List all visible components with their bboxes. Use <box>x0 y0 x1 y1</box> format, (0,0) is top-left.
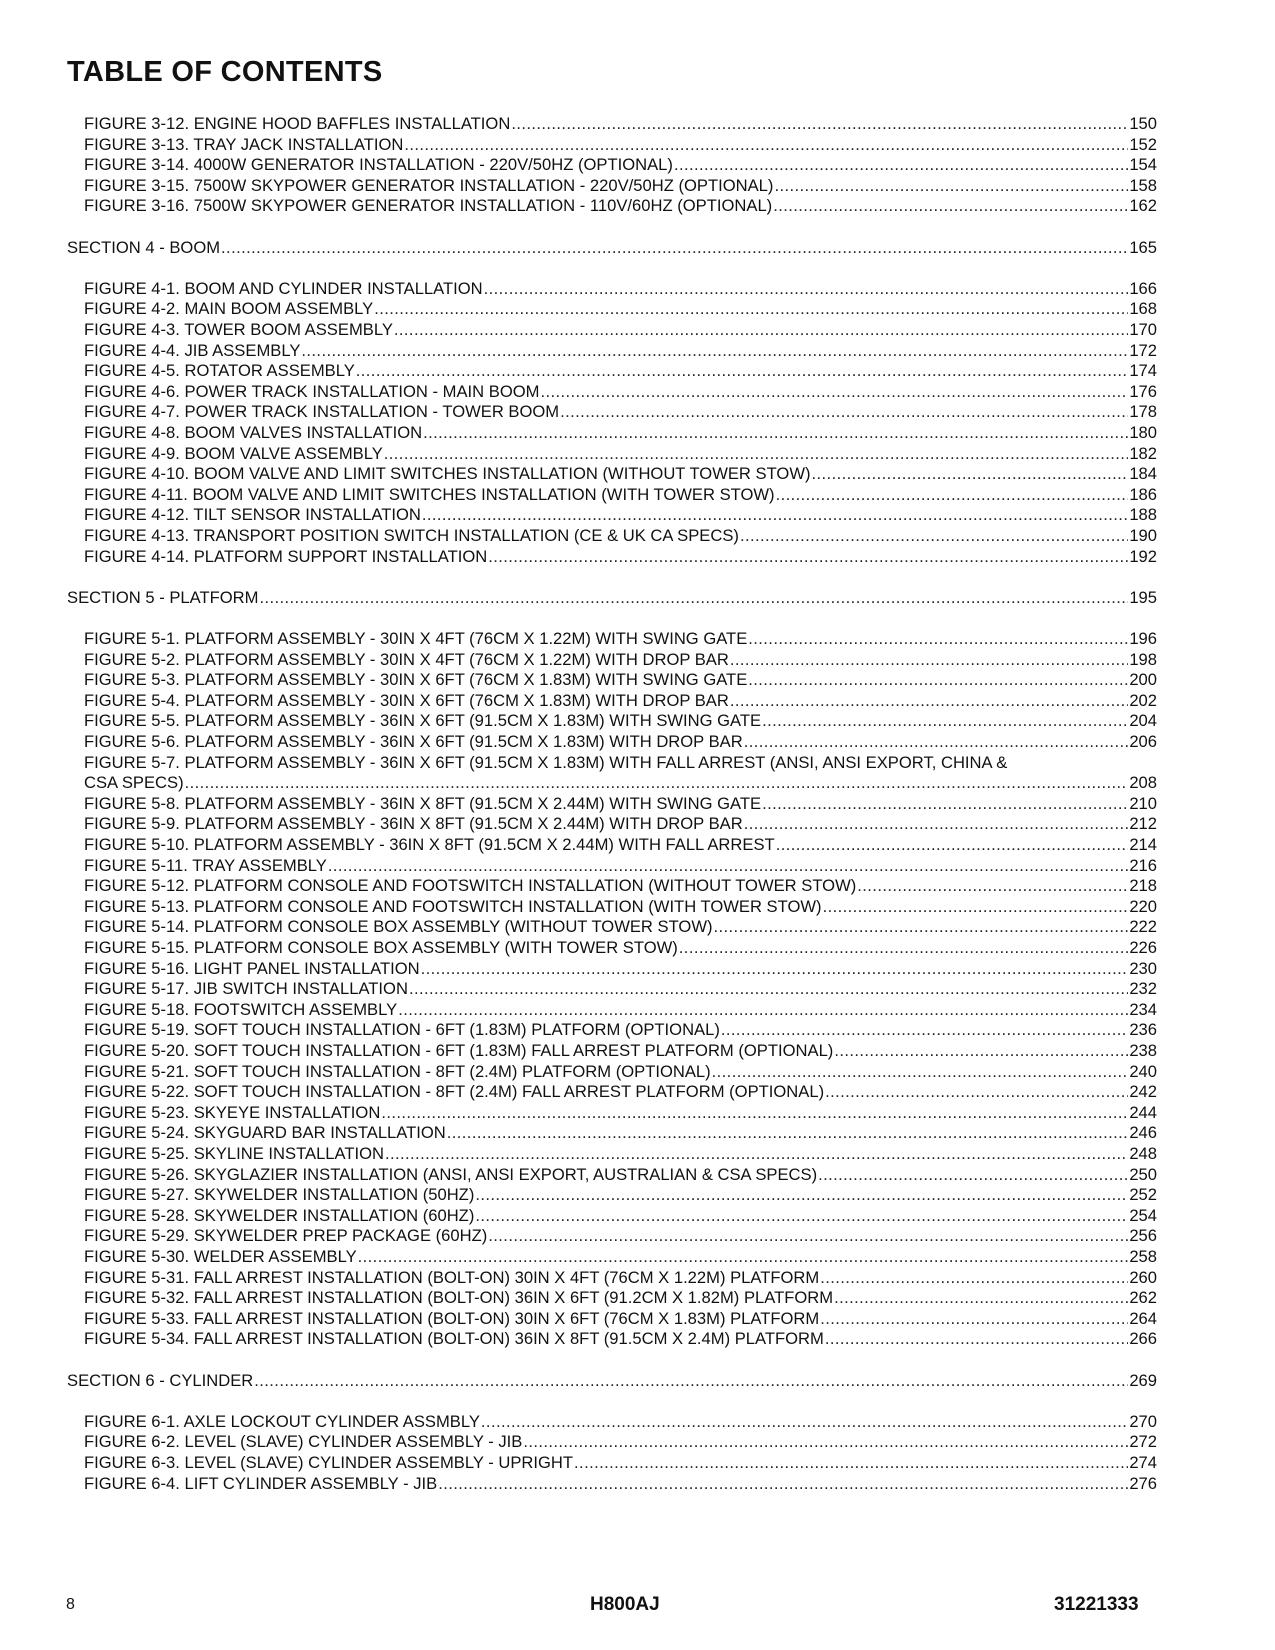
toc-entry-label: FIGURE 5-24. SKYGUARD BAR INSTALLATION <box>84 1123 446 1143</box>
toc-entry-label: FIGURE 5-20. SOFT TOUCH INSTALLATION - 6FT (1.83M) FALL ARREST PLATFORM (OPTIONAL) <box>84 1041 834 1060</box>
toc-page-number: 154 <box>1129 155 1157 175</box>
toc-dot-leader <box>301 341 1128 361</box>
footer-page-number: 8 <box>66 1596 75 1613</box>
toc-figure-entry[interactable] <box>84 814 1157 834</box>
toc-page-number: 208 <box>1129 773 1157 793</box>
toc-figure-entry[interactable] <box>84 979 1157 999</box>
toc-figure-entry[interactable] <box>84 1226 1157 1246</box>
toc-entry-label: FIGURE 5-28. SKYWELDER INSTALLATION (60HZ) <box>84 1205 475 1225</box>
toc-entry-label: FIGURE 3-13. TRAY JACK INSTALLATION <box>84 134 404 154</box>
toc-page-number: 204 <box>1129 711 1157 731</box>
toc-dot-leader <box>422 505 1128 525</box>
toc-figure-entry[interactable] <box>84 917 1157 937</box>
toc-figure-entry[interactable] <box>84 279 1157 299</box>
toc-page-number: 180 <box>1129 423 1157 442</box>
toc-entry-label: FIGURE 5-27. SKYWELDER INSTALLATION (50HZ) <box>84 1185 475 1205</box>
toc-page-number: 238 <box>1129 1041 1157 1060</box>
toc-entry-label: FIGURE 5-33. FALL ARREST INSTALLATION (BOLT-ON) 30IN X 6FT (76CM X 1.83M) PLATFORM <box>84 1308 820 1328</box>
toc-figure-entry[interactable] <box>84 402 1157 422</box>
toc-dot-leader <box>511 114 1128 134</box>
toc-page-number: 195 <box>1129 587 1157 607</box>
toc-figure-entry[interactable] <box>84 650 1157 670</box>
toc-entry-label: FIGURE 4-3. TOWER BOOM ASSEMBLY <box>84 320 393 339</box>
toc-dot-leader <box>447 1123 1129 1143</box>
toc-entry-label: FIGURE 5-29. SKYWELDER PREP PACKAGE (60HZ) <box>84 1226 488 1246</box>
toc-dot-leader <box>185 773 1129 793</box>
toc-page-number: 188 <box>1129 505 1157 525</box>
toc-entry-label: FIGURE 5-12. PLATFORM CONSOLE AND FOOTSWITCH INSTALLATION (WITHOUT TOWER STOW) <box>84 876 857 896</box>
toc-dot-leader <box>394 320 1128 340</box>
toc-page-number: 182 <box>1129 443 1157 463</box>
toc-dot-leader <box>398 1000 1128 1020</box>
toc-dot-leader <box>356 361 1129 381</box>
toc-figure-entry[interactable] <box>84 938 1157 958</box>
toc-entry-label: FIGURE 5-30. WELDER ASSEMBLY <box>84 1247 357 1266</box>
toc-entry-label: SECTION 4 - BOOM <box>67 237 221 257</box>
toc-page-number: 242 <box>1129 1082 1157 1102</box>
toc-figure-entry[interactable] <box>84 155 1157 175</box>
toc-entry-label: FIGURE 4-9. BOOM VALVE ASSEMBLY <box>84 443 383 463</box>
toc-dot-leader <box>674 155 1128 175</box>
footer-model: H800AJ <box>590 1594 660 1615</box>
toc-figure-entry[interactable] <box>84 897 1157 917</box>
toc-entry-label: FIGURE 3-16. 7500W SKYPOWER GENERATOR INSTALLATION - 110V/60HZ (OPTIONAL) <box>84 196 773 216</box>
toc-entry-label: FIGURE 5-7. PLATFORM ASSEMBLY - 36IN X 6FT (91.5CM X 1.83M) WITH FALL ARREST (ANSI, ANSI EXPORT, CHINA & <box>84 752 1008 772</box>
toc-figure-entry[interactable] <box>84 320 1157 340</box>
toc-entry-label: FIGURE 4-10. BOOM VALVE AND LIMIT SWITCHES INSTALLATION (WITHOUT TOWER STOW) <box>84 464 811 484</box>
toc-entry-label: FIGURE 5-16. LIGHT PANEL INSTALLATION <box>84 958 420 978</box>
toc-figure-entry[interactable] <box>84 1165 1157 1185</box>
toc-entry-label: FIGURE 5-2. PLATFORM ASSEMBLY - 30IN X 4FT (76CM X 1.22M) WITH DROP BAR <box>84 649 729 669</box>
toc-entry-label: FIGURE 4-14. PLATFORM SUPPORT INSTALLATION <box>84 546 488 566</box>
toc-dot-leader <box>748 629 1128 649</box>
toc-page-number: 168 <box>1129 299 1157 319</box>
toc-dot-leader <box>834 1041 1128 1061</box>
toc-figure-entry[interactable] <box>84 1041 1157 1061</box>
toc-entry-label: FIGURE 5-4. PLATFORM ASSEMBLY - 30IN X 6FT (76CM X 1.83M) WITH DROP BAR <box>84 690 729 710</box>
toc-figure-entry[interactable] <box>84 835 1157 855</box>
toc-entry-label: FIGURE 5-11. TRAY ASSEMBLY <box>84 855 327 875</box>
toc-dot-leader <box>773 196 1128 216</box>
toc-dot-leader <box>328 856 1128 876</box>
toc-figure-entry[interactable] <box>84 176 1157 196</box>
toc-figure-entry[interactable] <box>84 629 1157 649</box>
toc-figure-entry[interactable] <box>84 1247 1157 1267</box>
toc-page-number: 158 <box>1129 175 1157 195</box>
toc-figure-entry[interactable] <box>84 485 1157 505</box>
toc-page-number: 240 <box>1129 1061 1157 1081</box>
toc-page-number: 216 <box>1129 855 1157 875</box>
toc-page-number: 230 <box>1129 958 1157 978</box>
toc-page-number: 200 <box>1129 670 1157 690</box>
toc-figure-entry[interactable] <box>84 361 1157 381</box>
toc-figure-entry[interactable] <box>84 1062 1157 1082</box>
toc-dot-leader <box>730 691 1128 711</box>
toc-dot-leader <box>404 135 1128 155</box>
toc-dot-leader <box>820 1309 1128 1329</box>
toc-page-number: 150 <box>1129 114 1157 133</box>
toc-section-entry[interactable] <box>67 1371 1157 1391</box>
toc-entry-label: FIGURE 5-32. FALL ARREST INSTALLATION (BOLT-ON) 36IN X 6FT (91.2CM X 1.82M) PLATFORM <box>84 1288 834 1308</box>
toc-figure-entry[interactable] <box>84 1206 1157 1226</box>
toc-entry-label: FIGURE 4-6. POWER TRACK INSTALLATION - MAIN BOOM <box>84 381 540 401</box>
toc-dot-leader <box>774 176 1128 196</box>
toc-page-number: 190 <box>1129 526 1157 545</box>
toc-figure-entry[interactable] <box>84 773 1157 793</box>
toc-dot-leader <box>744 814 1129 834</box>
toc-dot-leader <box>484 279 1129 299</box>
toc-figure-entry[interactable] <box>84 1123 1157 1143</box>
toc-entry-label: FIGURE 4-4. JIB ASSEMBLY <box>84 340 301 360</box>
toc-page-number: 266 <box>1129 1329 1157 1349</box>
toc-page-number: 162 <box>1129 196 1157 216</box>
toc-page-number: 226 <box>1129 938 1157 957</box>
toc-dot-leader <box>812 464 1129 484</box>
toc-dot-leader <box>475 1206 1128 1226</box>
toc-entry-label: FIGURE 4-13. TRANSPORT POSITION SWITCH INSTALLATION (CE & UK CA SPECS) <box>84 526 739 545</box>
toc-entry-label: FIGURE 5-5. PLATFORM ASSEMBLY - 36IN X 6FT (91.5CM X 1.83M) WITH SWING GATE <box>84 711 762 731</box>
toc-entry-label: FIGURE 5-15. PLATFORM CONSOLE BOX ASSEMBLY (WITH TOWER STOW) <box>84 938 678 957</box>
toc-dot-leader <box>423 423 1128 443</box>
toc-figure-entry[interactable] <box>84 1268 1157 1288</box>
toc-page-number: 234 <box>1129 999 1157 1019</box>
toc-dot-leader <box>721 1020 1128 1040</box>
toc-dot-leader <box>381 1103 1128 1123</box>
toc-figure-entry[interactable] <box>84 1082 1157 1102</box>
toc-dot-leader <box>714 917 1129 937</box>
toc-entry-label: FIGURE 4-7. POWER TRACK INSTALLATION - TOWER BOOM <box>84 402 560 422</box>
toc-entry-label: FIGURE 5-18. FOOTSWITCH ASSEMBLY <box>84 999 398 1019</box>
toc-page-number: 262 <box>1129 1288 1157 1308</box>
toc-entry-label: FIGURE 4-12. TILT SENSOR INSTALLATION <box>84 505 421 525</box>
toc-entry-label: SECTION 5 - PLATFORM <box>67 587 259 607</box>
toc-page-number: 170 <box>1129 320 1157 339</box>
toc-page-number: 174 <box>1129 361 1157 381</box>
toc-dot-leader <box>712 1062 1129 1082</box>
toc-figure-entry[interactable] <box>84 732 1157 752</box>
toc-entry-label: FIGURE 5-14. PLATFORM CONSOLE BOX ASSEMBLY (WITHOUT TOWER STOW) <box>84 917 713 937</box>
toc-figure-entry[interactable] <box>84 382 1157 402</box>
toc-dot-leader <box>488 1226 1128 1246</box>
toc-dot-leader <box>825 1329 1128 1349</box>
toc-page-number: 214 <box>1129 835 1157 854</box>
toc-dot-leader <box>762 794 1128 814</box>
toc-entry-label: FIGURE 6-1. AXLE LOCKOUT CYLINDER ASSMBLY <box>84 1411 480 1431</box>
toc-dot-leader <box>438 1474 1128 1494</box>
toc-dot-leader <box>254 1371 1128 1391</box>
toc-dot-leader <box>744 732 1129 752</box>
toc-dot-leader <box>560 402 1128 422</box>
toc-page-number: 184 <box>1129 464 1157 484</box>
toc-page-number: 264 <box>1129 1308 1157 1328</box>
toc-dot-leader <box>762 711 1128 731</box>
toc-entry-label: FIGURE 4-11. BOOM VALVE AND LIMIT SWITCHES INSTALLATION (WITH TOWER STOW) <box>84 484 775 504</box>
toc-figure-entry[interactable] <box>84 711 1157 731</box>
toc-page-number: 274 <box>1129 1453 1157 1472</box>
toc-page-number: 202 <box>1129 690 1157 710</box>
toc-figure-entry[interactable] <box>84 1185 1157 1205</box>
toc-figure-entry[interactable] <box>84 1288 1157 1308</box>
toc-dot-leader <box>374 299 1128 319</box>
toc-figure-entry[interactable] <box>84 547 1157 567</box>
toc-page-number: 152 <box>1129 134 1157 154</box>
toc-figure-entry[interactable] <box>84 856 1157 876</box>
toc-page-number: 166 <box>1129 278 1157 298</box>
toc-page-number: 186 <box>1129 484 1157 504</box>
toc-figure-entry[interactable] <box>84 1453 1157 1473</box>
toc-dot-leader <box>740 526 1128 546</box>
toc-entry-label: FIGURE 5-34. FALL ARREST INSTALLATION (BOLT-ON) 36IN X 8FT (91.5CM X 2.4M) PLATFORM <box>84 1329 824 1349</box>
toc-entry-label: FIGURE 5-17. JIB SWITCH INSTALLATION <box>84 979 408 999</box>
toc-entry-label: FIGURE 5-3. PLATFORM ASSEMBLY - 30IN X 6FT (76CM X 1.83M) WITH SWING GATE <box>84 670 748 690</box>
toc-page-number: 248 <box>1129 1144 1157 1163</box>
toc-entry-label: FIGURE 3-15. 7500W SKYPOWER GENERATOR INSTALLATION - 220V/50HZ (OPTIONAL) <box>84 175 774 195</box>
toc-page-number: 165 <box>1129 237 1157 257</box>
toc-entry-label: FIGURE 5-26. SKYGLAZIER INSTALLATION (ANSI, ANSI EXPORT, AUSTRALIAN & CSA SPECS) <box>84 1164 818 1184</box>
toc-entry-label: FIGURE 5-31. FALL ARREST INSTALLATION (BOLT-ON) 30IN X 4FT (76CM X 1.22M) PLATFORM <box>84 1267 820 1287</box>
toc-page-number: 246 <box>1129 1123 1157 1143</box>
toc-dot-leader <box>385 1144 1128 1164</box>
toc-section-entry[interactable] <box>67 238 1157 258</box>
toc-figure-entry[interactable] <box>84 670 1157 690</box>
toc-dot-leader <box>825 1082 1128 1102</box>
toc-dot-leader <box>488 547 1128 567</box>
toc-page-number: 218 <box>1129 876 1157 896</box>
toc-entry-label: FIGURE 4-5. ROTATOR ASSEMBLY <box>84 361 355 381</box>
toc-dot-leader <box>409 979 1128 999</box>
toc-dot-leader <box>481 1412 1128 1432</box>
toc-dot-leader <box>523 1432 1128 1452</box>
toc-entry-label: FIGURE 5-23. SKYEYE INSTALLATION <box>84 1102 381 1122</box>
toc-dot-leader <box>776 835 1129 855</box>
toc-figure-entry[interactable] <box>84 1329 1157 1349</box>
toc-page-number: 244 <box>1129 1102 1157 1122</box>
toc-page-number: 276 <box>1129 1473 1157 1493</box>
toc-figure-entry[interactable] <box>84 1309 1157 1329</box>
footer-doc-number: 31221333 <box>1054 1594 1139 1615</box>
toc-dot-leader <box>358 1247 1129 1267</box>
toc-figure-entry[interactable] <box>84 794 1157 814</box>
toc-figure-entry[interactable] <box>84 691 1157 711</box>
toc-figure-entry[interactable] <box>84 505 1157 525</box>
toc-page-number: 220 <box>1129 896 1157 916</box>
toc-page-number: 232 <box>1129 979 1157 999</box>
toc-page-number: 198 <box>1129 649 1157 669</box>
toc-figure-entry[interactable] <box>84 1412 1157 1432</box>
toc-entry-label: FIGURE 6-3. LEVEL (SLAVE) CYLINDER ASSEMBLY - UPRIGHT <box>84 1453 574 1472</box>
toc-page-number: 252 <box>1129 1185 1157 1205</box>
toc-page-number: 236 <box>1129 1020 1157 1040</box>
toc-page-number: 250 <box>1129 1164 1157 1184</box>
toc-entry-label: SECTION 6 - CYLINDER <box>67 1370 254 1390</box>
toc-page-number: 254 <box>1129 1205 1157 1225</box>
toc-dot-leader <box>776 485 1129 505</box>
toc-figure-entry[interactable] <box>84 1020 1157 1040</box>
toc-entry-label: FIGURE 5-9. PLATFORM ASSEMBLY - 36IN X 8FT (91.5CM X 2.44M) WITH DROP BAR <box>84 814 743 834</box>
toc-dot-leader <box>574 1453 1128 1473</box>
toc-entry-label: FIGURE 5-10. PLATFORM ASSEMBLY - 36IN X 8FT (91.5CM X 2.44M) WITH FALL ARREST <box>84 835 775 854</box>
toc-entry-label: FIGURE 5-6. PLATFORM ASSEMBLY - 36IN X 6FT (91.5CM X 1.83M) WITH DROP BAR <box>84 732 743 751</box>
toc-figure-entry[interactable] <box>84 341 1157 361</box>
toc-figure-entry[interactable] <box>84 196 1157 216</box>
toc-dot-leader <box>730 650 1128 670</box>
toc-entry-label: FIGURE 5-8. PLATFORM ASSEMBLY - 36IN X 8FT (91.5CM X 2.44M) WITH SWING GATE <box>84 793 762 813</box>
toc-figure-entry[interactable] <box>84 1103 1157 1123</box>
toc-page-number: 196 <box>1129 629 1157 648</box>
toc-entry-label: FIGURE 4-2. MAIN BOOM ASSEMBLY <box>84 299 374 319</box>
toc-entry-label: FIGURE 5-19. SOFT TOUCH INSTALLATION - 6FT (1.83M) PLATFORM (OPTIONAL) <box>84 1020 720 1040</box>
page-title: TABLE OF CONTENTS <box>67 56 383 88</box>
toc-figure-entry[interactable] <box>84 1144 1157 1164</box>
toc-dot-leader <box>823 897 1129 917</box>
toc-page-number: 258 <box>1129 1247 1157 1266</box>
toc-entry-label: FIGURE 6-4. LIFT CYLINDER ASSEMBLY - JIB <box>84 1473 438 1493</box>
toc-page-number: 178 <box>1129 402 1157 422</box>
toc-dot-leader <box>818 1165 1128 1185</box>
toc-dot-leader <box>857 876 1128 896</box>
toc-figure-entry[interactable] <box>84 114 1157 134</box>
toc-entry-label: FIGURE 4-1. BOOM AND CYLINDER INSTALLATION <box>84 278 483 298</box>
toc-figure-entry[interactable] <box>84 423 1157 443</box>
toc-page-number: 212 <box>1129 814 1157 834</box>
toc-entry-label: FIGURE 3-14. 4000W GENERATOR INSTALLATION - 220V/50HZ (OPTIONAL) <box>84 155 673 175</box>
toc-page-number: 206 <box>1129 732 1157 751</box>
toc-entry-label: FIGURE 5-1. PLATFORM ASSEMBLY - 30IN X 4FT (76CM X 1.22M) WITH SWING GATE <box>84 629 748 648</box>
toc-figure-entry[interactable] <box>84 1000 1157 1020</box>
toc-dot-leader <box>748 670 1128 690</box>
toc-dot-leader <box>679 938 1129 958</box>
toc-dot-leader <box>475 1185 1128 1205</box>
toc-entry-label: FIGURE 5-13. PLATFORM CONSOLE AND FOOTSWITCH INSTALLATION (WITH TOWER STOW) <box>84 896 822 916</box>
toc-page-number: 172 <box>1129 340 1157 360</box>
toc-figure-entry[interactable] <box>84 876 1157 896</box>
toc-figure-entry[interactable] <box>84 526 1157 546</box>
toc-dot-leader <box>259 588 1128 608</box>
toc-page-number: 222 <box>1129 917 1157 937</box>
toc-dot-leader <box>384 444 1129 464</box>
toc-entry-label: CSA SPECS) <box>84 773 184 793</box>
toc-page-number: 210 <box>1129 793 1157 813</box>
toc-figure-entry[interactable] <box>84 464 1157 484</box>
toc-figure-entry[interactable] <box>84 135 1157 155</box>
toc-entry-label: FIGURE 5-22. SOFT TOUCH INSTALLATION - 8FT (2.4M) FALL ARREST PLATFORM (OPTIONAL) <box>84 1082 825 1102</box>
toc-figure-entry[interactable] <box>84 753 1157 773</box>
toc-page-number: 269 <box>1129 1370 1157 1390</box>
toc-section-entry[interactable] <box>67 588 1157 608</box>
toc-entry-label: FIGURE 4-8. BOOM VALVES INSTALLATION <box>84 423 423 442</box>
toc-figure-entry[interactable] <box>84 444 1157 464</box>
toc-entry-label: FIGURE 6-2. LEVEL (SLAVE) CYLINDER ASSEMBLY - JIB <box>84 1432 523 1452</box>
toc-page-number: 272 <box>1129 1432 1157 1452</box>
toc-figure-entry[interactable] <box>84 959 1157 979</box>
toc-page-number: 256 <box>1129 1226 1157 1246</box>
toc-page-number: 260 <box>1129 1267 1157 1287</box>
toc-dot-leader <box>820 1268 1128 1288</box>
toc-entry-label: FIGURE 3-12. ENGINE HOOD BAFFLES INSTALLATION <box>84 114 511 133</box>
toc-figure-entry[interactable] <box>84 1474 1157 1494</box>
toc-page-number: 270 <box>1129 1411 1157 1431</box>
toc-dot-leader <box>540 382 1128 402</box>
toc-figure-entry[interactable] <box>84 1432 1157 1452</box>
toc-page-number: 192 <box>1129 546 1157 566</box>
toc-page-number: 176 <box>1129 381 1157 401</box>
toc-figure-entry[interactable] <box>84 299 1157 319</box>
toc-dot-leader <box>221 238 1128 258</box>
toc-dot-leader <box>421 959 1129 979</box>
toc-entry-label: FIGURE 5-25. SKYLINE INSTALLATION <box>84 1144 384 1163</box>
toc-dot-leader <box>834 1288 1128 1308</box>
toc-entry-label: FIGURE 5-21. SOFT TOUCH INSTALLATION - 8FT (2.4M) PLATFORM (OPTIONAL) <box>84 1061 711 1081</box>
